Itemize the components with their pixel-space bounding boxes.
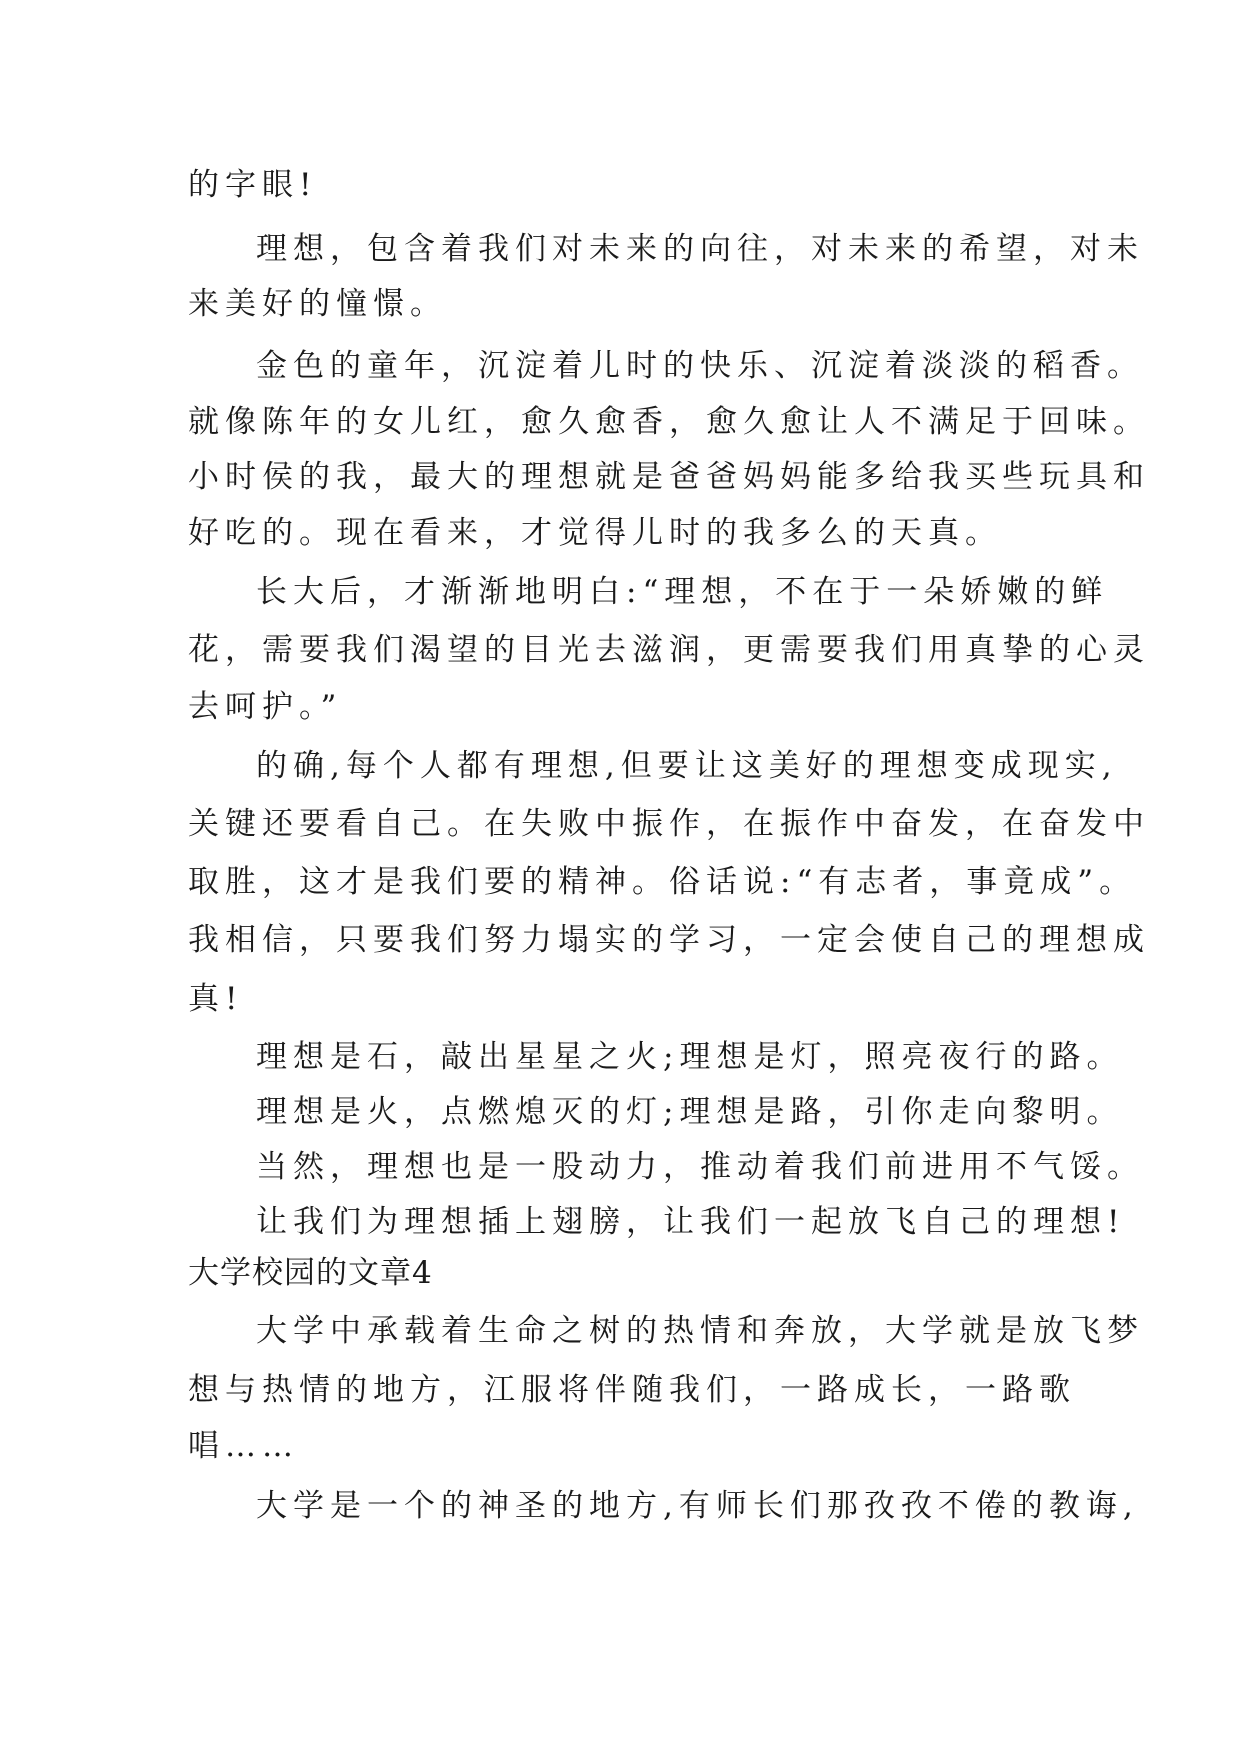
paragraph-start: 当然，理想也是一股动力，推动着我们前进用不气馁。	[256, 1149, 1144, 1185]
paragraph-start: 大学是一个的神圣的地方,有师长们那孜孜不倦的教诲,	[256, 1488, 1139, 1524]
text-line: 关键还要看自己。在失败中振作，在振作中奋发，在奋发中	[188, 806, 1150, 842]
paragraph-start: 长大后，才渐渐地明白:“理想，不在于一朵娇嫩的鲜	[256, 574, 1109, 610]
text-line: 真!	[188, 981, 244, 1017]
text-line: 就像陈年的女儿红，愈久愈香，愈久愈让人不满足于回味。	[188, 404, 1150, 440]
text-line: 花，需要我们渴望的目光去滋润，更需要我们用真挚的心灵	[188, 632, 1150, 668]
text-line: 小时侯的我，最大的理想就是爸爸妈妈能多给我买些玩具和	[188, 459, 1150, 495]
text-line: 唱……	[188, 1428, 299, 1464]
text-line: 想与热情的地方，江服将伴随我们，一路成长，一路歌	[188, 1372, 1076, 1408]
paragraph-start: 理想是石，敲出星星之火;理想是灯，照亮夜行的路。	[256, 1039, 1124, 1075]
text-line: 去呵护。”	[188, 689, 343, 725]
section-heading: 大学校园的文章4	[188, 1255, 433, 1291]
paragraph-start: 的确,每个人都有理想,但要让这美好的理想变成现实,	[256, 748, 1118, 784]
text-line: 的字眼!	[188, 167, 318, 203]
paragraph-start: 大学中承载着生命之树的热情和奔放，大学就是放飞梦	[256, 1313, 1144, 1349]
text-line: 我相信，只要我们努力塌实的学习，一定会使自己的理想成	[188, 922, 1150, 958]
text-line: 取胜，这才是我们要的精神。俗话说:“有志者，事竟成”。	[188, 864, 1137, 900]
paragraph-start: 金色的童年，沉淀着儿时的快乐、沉淀着淡淡的稻香。	[256, 348, 1144, 384]
paragraph-start: 让我们为理想插上翅膀，让我们一起放飞自己的理想!	[256, 1204, 1126, 1240]
text-line: 好吃的。现在看来，才觉得儿时的我多么的天真。	[188, 515, 1002, 551]
paragraph-start: 理想，包含着我们对未来的向往，对未来的希望，对未	[256, 231, 1144, 267]
text-line: 来美好的憧憬。	[188, 286, 447, 322]
paragraph-start: 理想是火，点燃熄灭的灯;理想是路，引你走向黎明。	[256, 1094, 1124, 1130]
